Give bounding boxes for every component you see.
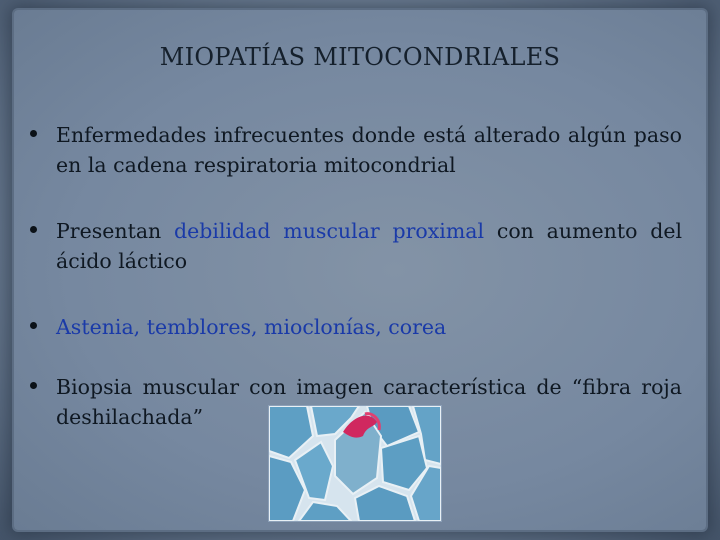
bullet-text-prefix: Presentan xyxy=(56,219,175,243)
bullet-dot-icon xyxy=(30,130,37,137)
highlighted-term: debilidad muscular proximal xyxy=(174,219,485,243)
bullet-text: Biopsia muscular con imagen característica de “fibra roja deshilachada” xyxy=(56,375,682,429)
bullet-text xyxy=(56,216,682,276)
bullet-text: Astenia, temblores, mioclonías, corea xyxy=(56,315,447,339)
bullet-dot-icon xyxy=(30,226,37,233)
muscle-biopsy-image xyxy=(268,405,442,522)
bullet-text: Enfermedades infrecuentes donde está alterado algún paso en la cadena respiratoria mitocondrial xyxy=(56,123,682,177)
bullet-dot-icon xyxy=(30,382,37,389)
bullet-text-suffix: con aumento del ácido láctico xyxy=(56,219,683,273)
slide-title: MIOPATÍAS MITOCONDRIALES xyxy=(159,43,561,71)
bullet-dot-icon xyxy=(30,322,37,329)
